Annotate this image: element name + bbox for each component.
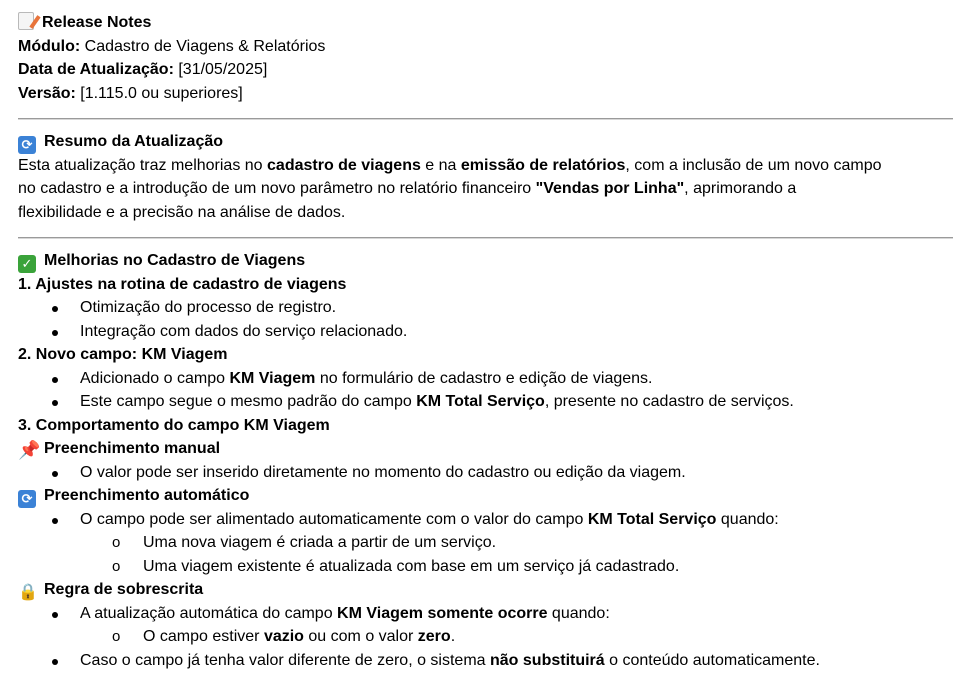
list-item: Adicionado o campo KM Viagem no formulário de cadastro e edição de viagens. [18, 367, 954, 391]
regra-heading: 🔒 Regra de sobrescrita [18, 581, 204, 601]
doc-title: Release Notes [42, 14, 152, 31]
modulo-line [18, 35, 954, 59]
list-item: O campo pode ser alimentado automaticamente com o valor do campo KM Total Serviço quando: [18, 508, 954, 532]
versao-value: [1.115.0 ou superiores] [80, 84, 243, 102]
memo-icon [18, 12, 34, 30]
refresh-icon: ⟳ [18, 136, 36, 154]
list-item: O valor pode ser inserido diretamente no momento do cadastro ou edição da viagem. [18, 461, 954, 485]
sub-list-item: o O campo estiver vazio ou com o valor zero. [18, 625, 954, 649]
doc-title-line [18, 11, 954, 35]
divider [18, 237, 953, 239]
manual-heading: 📌 Preenchimento manual [18, 440, 221, 460]
modulo-label: Módulo: [18, 37, 81, 55]
list-item: Otimização do processo de registro. [18, 296, 954, 320]
sub-list-item: o Uma nova viagem é criada a partir de um serviço. [18, 531, 954, 555]
resumo-heading: ⟳ Resumo da Atualização [18, 130, 954, 154]
refresh-icon: ⟳ [18, 490, 36, 508]
check-mark-icon: ✓ [18, 255, 36, 273]
lock-icon: 🔒 [18, 584, 38, 601]
data-line [18, 58, 954, 82]
versao-label: Versão: [18, 84, 76, 102]
versao-line [18, 82, 954, 106]
data-label: Data de Atualização: [18, 61, 174, 78]
sub-list-item: o Uma viagem existente é atualizada com base em um serviço já cadastrado. [18, 555, 954, 579]
list-item: Caso o campo já tenha valor diferente de zero, o sistema não substituirá o conteúdo automaticamente. [18, 649, 954, 673]
resumo-paragraph: Esta atualização traz melhorias no cadastro de viagens e na emissão de relatórios, com a inclusão de um novo campo no cadastro e a introdução de um novo parâmetro no relatório financeiro "Vendas por Linha", aprimorando a flexibilidade e a precisão na análise de dados. [18, 156, 882, 221]
divider [18, 118, 953, 120]
section-heading: 3. Comportamento do campo KM Viagem [18, 416, 330, 434]
auto-heading: ⟳ Preenchimento automático [18, 484, 954, 508]
melhorias-heading: ✓ Melhorias no Cadastro de Viagens [18, 249, 954, 273]
section-heading: 1. Ajustes na rotina de cadastro de viagens [18, 275, 347, 293]
section-heading: 2. Novo campo: KM Viagem [18, 346, 228, 363]
list-item: Este campo segue o mesmo padrão do campo KM Total Serviço, presente no cadastro de serviços. [18, 390, 954, 414]
data-value: [31/05/2025] [178, 61, 268, 78]
pushpin-icon: 📌 [18, 440, 41, 460]
list-item: Integração com dados do serviço relacionado. [18, 320, 954, 344]
modulo-value: Cadastro de Viagens & Relatórios [84, 37, 326, 55]
list-item: A atualização automática do campo KM Viagem somente ocorre quando: [18, 602, 954, 626]
